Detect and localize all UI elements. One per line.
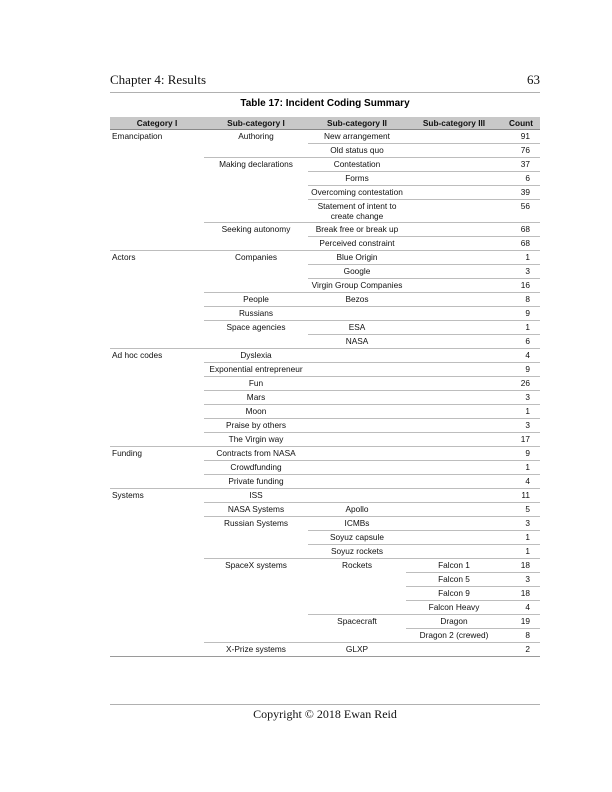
table-row bbox=[110, 531, 540, 545]
table-cell: 18 bbox=[502, 587, 540, 601]
table-row bbox=[110, 349, 540, 363]
table-cell bbox=[110, 517, 204, 531]
table-row bbox=[110, 643, 540, 657]
table-cell bbox=[110, 186, 204, 200]
page-header bbox=[110, 72, 540, 90]
table-cell bbox=[204, 237, 308, 251]
table-cell bbox=[406, 265, 502, 279]
column-header: Sub-category I bbox=[204, 117, 308, 130]
table-cell: 1 bbox=[502, 321, 540, 335]
table-cell: 8 bbox=[502, 629, 540, 643]
table-cell: Falcon 5 bbox=[406, 573, 502, 587]
table-cell: Funding bbox=[110, 447, 204, 461]
table-cell bbox=[204, 200, 308, 223]
table-cell: Spacecraft bbox=[308, 615, 406, 629]
table-row bbox=[110, 279, 540, 293]
table-cell bbox=[406, 172, 502, 186]
table-cell bbox=[110, 433, 204, 447]
table-cell bbox=[406, 405, 502, 419]
table-cell: Break free or break up bbox=[308, 223, 406, 237]
table-cell: Moon bbox=[204, 405, 308, 419]
table-cell: New arrangement bbox=[324, 131, 390, 141]
column-header: Category I bbox=[110, 117, 204, 130]
table-cell bbox=[406, 349, 502, 363]
table-cell bbox=[110, 237, 204, 251]
table-row bbox=[110, 629, 540, 643]
table-cell bbox=[308, 461, 406, 475]
table-cell: 4 bbox=[502, 349, 540, 363]
table-cell: Forms bbox=[308, 172, 406, 186]
table-cell bbox=[110, 279, 204, 293]
table-cell: Soyuz rockets bbox=[308, 545, 406, 559]
table-row bbox=[110, 130, 540, 144]
table-cell bbox=[204, 587, 308, 601]
table-cell bbox=[110, 559, 204, 573]
table-cell bbox=[406, 545, 502, 559]
header-rule bbox=[110, 92, 540, 93]
table-cell bbox=[406, 503, 502, 517]
table-row bbox=[110, 186, 540, 200]
table-cell bbox=[406, 293, 502, 307]
table-cell bbox=[110, 545, 204, 559]
column-header: Sub-category II bbox=[308, 117, 406, 130]
table-row bbox=[110, 172, 540, 186]
table-cell: Crowdfunding bbox=[204, 461, 308, 475]
table-cell bbox=[308, 391, 406, 405]
table-caption: Table 17: Incident Coding Summary bbox=[240, 98, 410, 109]
table-cell bbox=[406, 200, 502, 223]
table-row bbox=[110, 144, 540, 158]
table-row bbox=[110, 237, 540, 251]
table-cell: 9 bbox=[502, 363, 540, 377]
table-cell: Google bbox=[308, 265, 406, 279]
table-row bbox=[110, 545, 540, 559]
table-cell: Ad hoc codes bbox=[110, 349, 204, 363]
table-cell bbox=[110, 158, 204, 172]
table-cell bbox=[406, 643, 502, 657]
table-cell bbox=[308, 629, 406, 643]
table-header-row bbox=[110, 117, 540, 130]
table-cell bbox=[110, 307, 204, 321]
table-cell: 9 bbox=[502, 447, 540, 461]
table-cell bbox=[406, 419, 502, 433]
table-cell: Rockets bbox=[308, 559, 406, 573]
table-cell bbox=[110, 377, 204, 391]
table-cell: 1 bbox=[502, 531, 540, 545]
table-cell: 56 bbox=[502, 200, 540, 223]
table-cell: 11 bbox=[502, 489, 540, 503]
table-cell bbox=[406, 321, 502, 335]
table-row bbox=[110, 377, 540, 391]
table-cell: Falcon 9 bbox=[406, 587, 502, 601]
table-cell: ISS bbox=[204, 489, 308, 503]
table-cell: Old status quo bbox=[308, 144, 406, 158]
table-cell: X-Prize systems bbox=[204, 643, 308, 657]
table-row bbox=[110, 601, 540, 615]
table-cell bbox=[308, 601, 406, 615]
table-cell: 1 bbox=[502, 251, 540, 265]
column-header: Count bbox=[502, 117, 540, 130]
table-cell bbox=[406, 223, 502, 237]
table-cell: 39 bbox=[502, 186, 540, 200]
table-row bbox=[110, 363, 540, 377]
table-cell: Statement of intent to create change bbox=[308, 200, 406, 223]
table-cell bbox=[406, 433, 502, 447]
table-cell: 5 bbox=[502, 503, 540, 517]
table-row bbox=[110, 559, 540, 573]
table-cell: Actors bbox=[110, 251, 204, 265]
table-cell bbox=[406, 517, 502, 531]
table-cell bbox=[110, 265, 204, 279]
table-cell: Apollo bbox=[308, 503, 406, 517]
table-cell: 17 bbox=[502, 433, 540, 447]
table-row bbox=[110, 251, 540, 265]
table-cell: Space agencies bbox=[204, 321, 308, 335]
table-cell bbox=[204, 615, 308, 629]
table-cell bbox=[406, 237, 502, 251]
table-cell: 1 bbox=[502, 461, 540, 475]
table-cell: 1 bbox=[502, 405, 540, 419]
table-cell: 9 bbox=[502, 307, 540, 321]
table-cell bbox=[406, 475, 502, 489]
table-cell: 19 bbox=[502, 615, 540, 629]
incident-coding-table bbox=[110, 117, 540, 657]
table-cell bbox=[204, 265, 308, 279]
table-row bbox=[110, 433, 540, 447]
table-cell bbox=[308, 433, 406, 447]
table-cell bbox=[308, 377, 406, 391]
table-row bbox=[110, 517, 540, 531]
table-cell bbox=[204, 335, 308, 349]
table-row bbox=[110, 293, 540, 307]
table-cell: 26 bbox=[502, 377, 540, 391]
table-cell: Praise by others bbox=[204, 419, 308, 433]
table-cell: 2 bbox=[502, 643, 540, 657]
table-cell bbox=[406, 279, 502, 293]
table-cell bbox=[204, 531, 308, 545]
table-cell: Dyslexia bbox=[204, 349, 308, 363]
table-cell: Emancipation bbox=[112, 131, 163, 141]
table-cell bbox=[204, 144, 308, 158]
table-cell bbox=[204, 186, 308, 200]
table-cell bbox=[406, 186, 502, 200]
table-cell: Contestation bbox=[308, 158, 406, 172]
table-cell bbox=[406, 391, 502, 405]
table-cell: People bbox=[204, 293, 308, 307]
table-cell: Russian Systems bbox=[204, 517, 308, 531]
table-cell bbox=[204, 573, 308, 587]
table-cell: Dragon 2 (crewed) bbox=[406, 629, 502, 643]
table-cell bbox=[308, 587, 406, 601]
table-row bbox=[110, 307, 540, 321]
table-cell: NASA Systems bbox=[204, 503, 308, 517]
table-cell bbox=[308, 363, 406, 377]
table-cell: 3 bbox=[502, 517, 540, 531]
table-cell: Systems bbox=[110, 489, 204, 503]
table-cell bbox=[110, 200, 204, 223]
table-row bbox=[110, 335, 540, 349]
table-cell bbox=[204, 545, 308, 559]
table-cell: Falcon 1 bbox=[406, 559, 502, 573]
table-cell: Overcoming contestation bbox=[308, 186, 406, 200]
table-row bbox=[110, 158, 540, 172]
table-cell bbox=[406, 307, 502, 321]
table-row bbox=[110, 265, 540, 279]
table-cell bbox=[308, 349, 406, 363]
table-cell: 8 bbox=[502, 293, 540, 307]
table-cell: 68 bbox=[502, 223, 540, 237]
footer-rule bbox=[110, 704, 540, 705]
table-row bbox=[110, 405, 540, 419]
table-cell bbox=[204, 279, 308, 293]
table-cell bbox=[406, 447, 502, 461]
table-cell bbox=[110, 293, 204, 307]
table-cell: Dragon bbox=[406, 615, 502, 629]
table-cell: 16 bbox=[502, 279, 540, 293]
table-cell: 4 bbox=[502, 475, 540, 489]
table-cell bbox=[110, 405, 204, 419]
table-cell bbox=[110, 573, 204, 587]
table-cell: Seeking autonomy bbox=[204, 223, 308, 237]
table-cell bbox=[110, 461, 204, 475]
table-cell bbox=[110, 363, 204, 377]
table-cell bbox=[308, 419, 406, 433]
table-cell: 3 bbox=[502, 265, 540, 279]
table-cell: The Virgin way bbox=[204, 433, 308, 447]
table-cell: Exponential entrepreneur bbox=[204, 363, 308, 377]
table-cell bbox=[308, 489, 406, 503]
table-cell: Falcon Heavy bbox=[406, 601, 502, 615]
table-cell bbox=[110, 223, 204, 237]
page-footer: Copyright © 2018 Ewan Reid bbox=[253, 707, 397, 721]
table-cell bbox=[110, 629, 204, 643]
table-row bbox=[110, 489, 540, 503]
table-cell: Authoring bbox=[238, 131, 274, 141]
table-cell: 6 bbox=[502, 172, 540, 186]
table-row bbox=[110, 503, 540, 517]
table-row bbox=[110, 447, 540, 461]
table-cell: Bezos bbox=[308, 293, 406, 307]
table-cell bbox=[406, 531, 502, 545]
table-cell bbox=[110, 643, 204, 657]
table-cell bbox=[406, 377, 502, 391]
table-cell: 18 bbox=[502, 559, 540, 573]
table-cell: SpaceX systems bbox=[204, 559, 308, 573]
table-cell bbox=[110, 503, 204, 517]
table-cell bbox=[406, 461, 502, 475]
table-cell bbox=[110, 172, 204, 186]
table-row bbox=[110, 200, 540, 223]
table-cell bbox=[110, 419, 204, 433]
table-cell: 76 bbox=[502, 144, 540, 158]
table-cell bbox=[308, 475, 406, 489]
table-cell: 68 bbox=[502, 237, 540, 251]
table-cell: Soyuz capsule bbox=[308, 531, 406, 545]
table-row bbox=[110, 475, 540, 489]
table-cell: 3 bbox=[502, 391, 540, 405]
table-cell: 37 bbox=[502, 158, 540, 172]
table-cell: Private funding bbox=[204, 475, 308, 489]
table-cell: Fun bbox=[204, 377, 308, 391]
table-cell bbox=[406, 363, 502, 377]
column-header: Sub-category III bbox=[406, 117, 502, 130]
table-cell bbox=[406, 144, 502, 158]
table-cell bbox=[406, 130, 502, 144]
table-cell bbox=[110, 335, 204, 349]
page-number: 63 bbox=[527, 72, 540, 87]
table-row bbox=[110, 391, 540, 405]
table-cell: 4 bbox=[502, 601, 540, 615]
table-cell bbox=[204, 601, 308, 615]
table-cell: NASA bbox=[308, 335, 406, 349]
table-cell bbox=[204, 629, 308, 643]
table-body bbox=[110, 130, 540, 657]
table-cell: Blue Origin bbox=[308, 251, 406, 265]
table-cell bbox=[110, 615, 204, 629]
table-cell bbox=[110, 475, 204, 489]
table-cell: 1 bbox=[502, 545, 540, 559]
table-cell bbox=[406, 251, 502, 265]
table-row bbox=[110, 615, 540, 629]
table-cell: ESA bbox=[308, 321, 406, 335]
table-cell: Russians bbox=[204, 307, 308, 321]
table-row bbox=[110, 419, 540, 433]
table-cell: 3 bbox=[502, 419, 540, 433]
table-cell bbox=[110, 531, 204, 545]
chapter-title: Chapter 4: Results bbox=[110, 72, 207, 87]
table-cell bbox=[204, 172, 308, 186]
table-cell bbox=[110, 144, 204, 158]
table-cell bbox=[406, 158, 502, 172]
table-cell bbox=[110, 391, 204, 405]
table-cell bbox=[406, 335, 502, 349]
table-cell: Contracts from NASA bbox=[204, 447, 308, 461]
table-cell bbox=[406, 489, 502, 503]
table-cell: Companies bbox=[204, 251, 308, 265]
table-cell: 3 bbox=[502, 573, 540, 587]
table-row bbox=[110, 573, 540, 587]
table-cell bbox=[308, 447, 406, 461]
table-row bbox=[110, 321, 540, 335]
table-row bbox=[110, 461, 540, 475]
table-cell bbox=[110, 321, 204, 335]
table-cell: ICMBs bbox=[308, 517, 406, 531]
table-cell: Mars bbox=[204, 391, 308, 405]
table-cell bbox=[308, 307, 406, 321]
table-cell bbox=[110, 587, 204, 601]
table-cell: 6 bbox=[502, 335, 540, 349]
table-cell bbox=[308, 405, 406, 419]
table-cell: Perceived constraint bbox=[308, 237, 406, 251]
table-row bbox=[110, 223, 540, 237]
table-cell: Virgin Group Companies bbox=[308, 279, 406, 293]
table-cell: GLXP bbox=[308, 643, 406, 657]
table-cell bbox=[110, 601, 204, 615]
table-cell bbox=[308, 573, 406, 587]
table-row bbox=[110, 587, 540, 601]
table-cell: Making declarations bbox=[204, 158, 308, 172]
table-cell: 91 bbox=[520, 131, 530, 141]
